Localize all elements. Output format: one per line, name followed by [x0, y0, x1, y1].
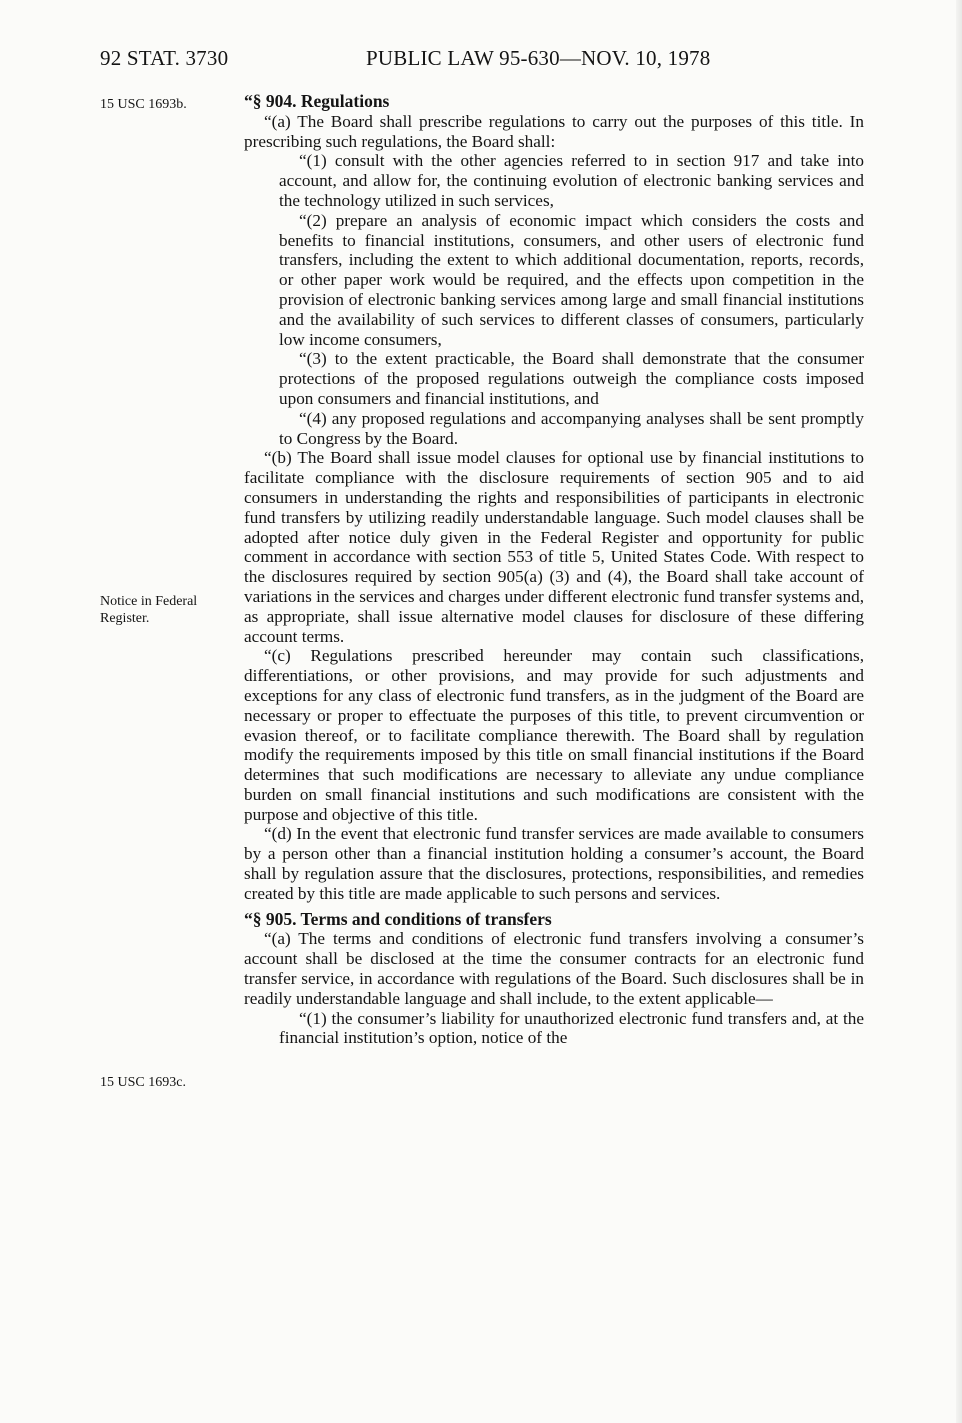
- margin-note-federal-register: [100, 593, 230, 627]
- public-law-title: PUBLIC LAW 95-630—NOV. 10, 1978: [366, 46, 711, 70]
- section-904-a: “(a) The Board shall prescribe regulations to carry out the purposes of this title. In prescribing such regulations, the Board shall:: [244, 111, 864, 151]
- section-904-heading: “§ 904. Regulations: [244, 91, 390, 111]
- section-904-a-4: “(4) any proposed regulations and accompanying analyses shall be sent promptly to Congress by the Board.: [279, 408, 864, 448]
- margin-note-line: Register.: [100, 611, 150, 626]
- section-905-a-1: “(1) the consumer’s liability for unauthorized electronic fund transfers and, at the financial institution’s option, notice of the: [279, 1008, 864, 1048]
- section-905-a: “(a) The terms and conditions of electronic fund transfers involving a consumer’s account shall be disclosed at the time the consumer contracts for an electronic fund transfer service, in accordance with regulations of the Board. Such disclosures shall be in readily understandable language and shall include, to the extent applicable—: [244, 929, 864, 1008]
- section-904-a-2: “(2) prepare an analysis of economic impact which considers the costs and benefits to financial institutions, consumers, and other users of electronic fund transfers, including the extent to which additional documentation, reports, records, or other paper work would be required, and the effects upon competition in the provision of electronic banking services among large and small financial institutions and the availability of such services to different classes of consumers, particularly low income consumers,: [279, 210, 864, 349]
- page-edge-shadow: [956, 0, 962, 1423]
- statute-body: [244, 92, 864, 1048]
- section-904-b: “(b) The Board shall issue model clauses for optional use by financial institutions to facilitate compliance with the disclosure requirements of section 905 and to aid consumers in understanding the rights and responsibilities of participants in electronic fund transfers by utilizing readily understandable language. Such model clauses shall be adopted after notice duly given in the Federal Register and opportunity for public comment in accordance with section 553 of title 5, United States Code. With respect to the disclosures required by section 905(a) (3) and (4), the Board shall take account of variations in the services and charges under different electronic fund transfer systems and, as appropriate, shall issue alternative model clauses for disclosure of these differing account terms.: [244, 448, 864, 646]
- margin-note-line: Notice in Federal: [100, 594, 198, 609]
- statute-page-number: 92 STAT. 3730: [100, 46, 229, 70]
- section-904-d: “(d) In the event that electronic fund transfer services are made available to consumers by a person other than a financial institution holding a consumer’s account, the Board shall by regulation assure that the disclosures, protections, responsibilities, and remedies created by this title are made applicable to such persons and services.: [244, 824, 864, 903]
- page-header: [100, 46, 860, 76]
- section-905-heading: “§ 905. Terms and conditions of transfers: [244, 908, 552, 929]
- section-904-c: “(c) Regulations prescribed hereunder may contain such classifications, differentiations, or other provisions, and may provide for such adjustments and exceptions for any class of electronic fund transfers, as in the judgment of the Board are necessary or proper to effectuate the purposes of this title, to prevent circumvention or evasion thereof, or to facilitate compliance therewith. The Board shall by regulation modify the requirements imposed by this title on small financial institutions if the Board determines that such modifications are necessary to alleviate any undue compliance burden on small financial institutions and such modifications are consistent with the purpose and objective of this title.: [244, 646, 864, 824]
- margin-note-usc-1693b: 15 USC 1693b.: [100, 97, 187, 112]
- section-904-a-3: “(3) to the extent practicable, the Board shall demonstrate that the consumer protections of the proposed regulations outweigh the compliance costs imposed upon consumers and financial institutions, and: [279, 349, 864, 408]
- margin-note-usc-1693c: 15 USC 1693c.: [100, 1075, 186, 1090]
- section-904-a-1: “(1) consult with the other agencies referred to in section 917 and take into account, and allow for, the continuing evolution of electronic banking services and the technology utilized in such services,: [279, 151, 864, 210]
